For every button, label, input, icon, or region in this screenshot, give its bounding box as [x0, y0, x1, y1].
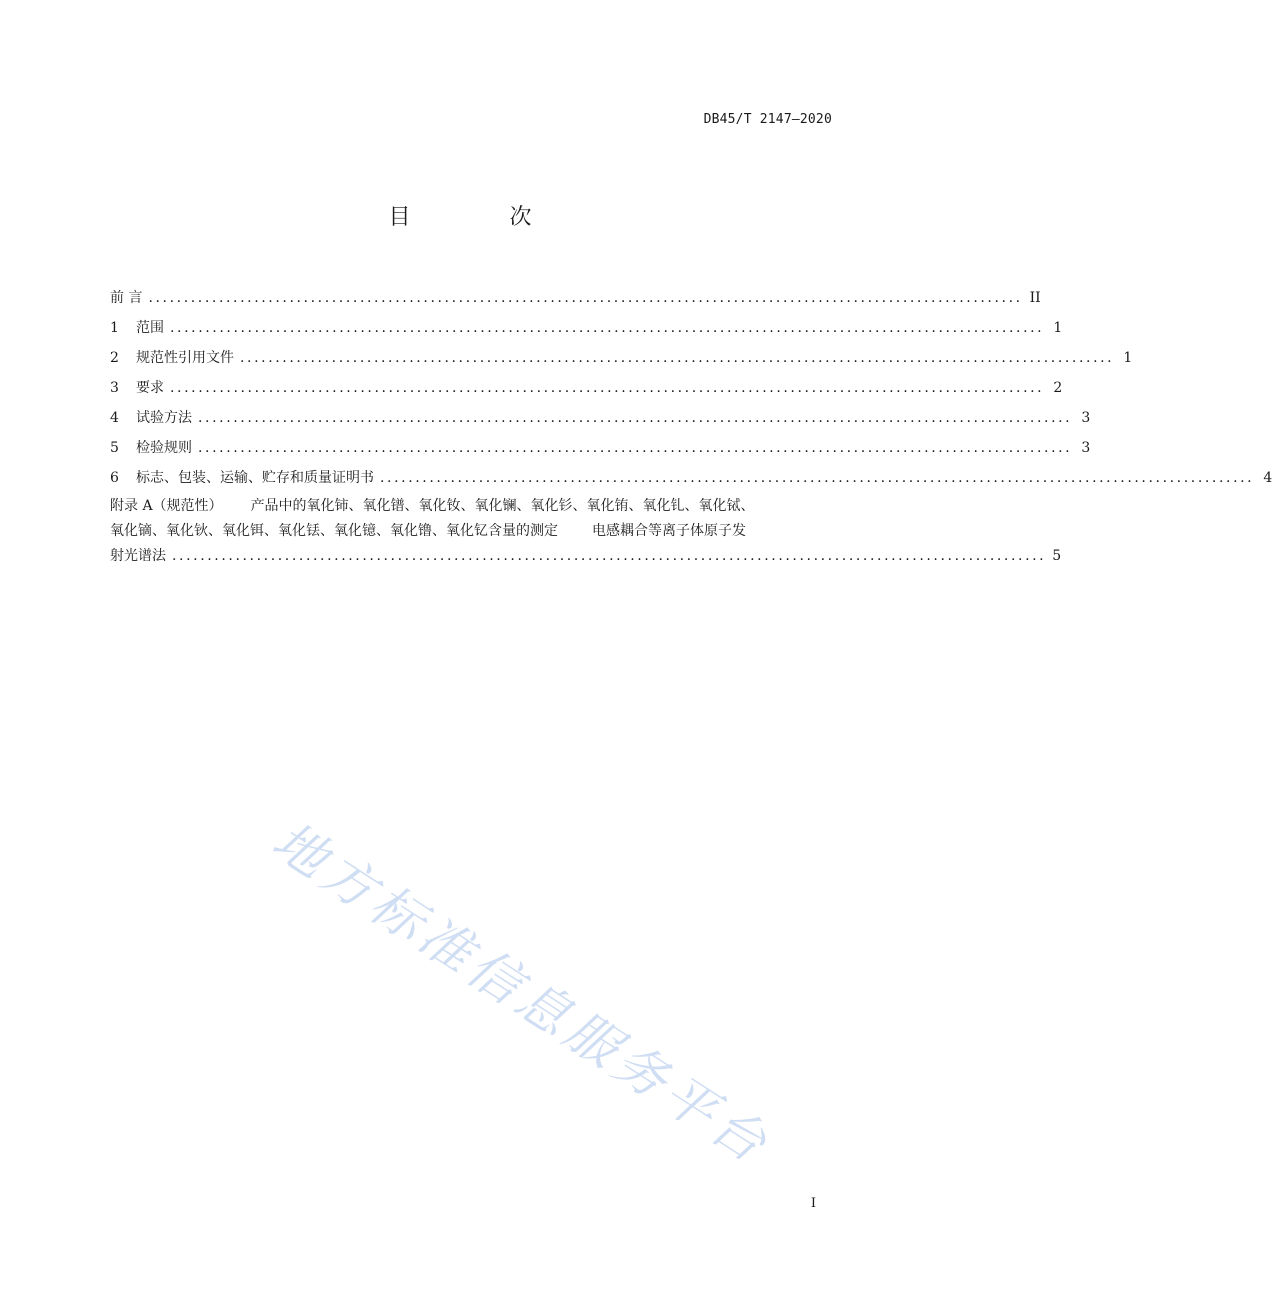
page-number: I [810, 1196, 816, 1211]
annex-line-2 [110, 519, 832, 544]
toc-item-number: 3 [110, 380, 119, 396]
toc-leader-dots: ............................................................................................................................ [170, 320, 1045, 336]
toc-item-number: 1 [110, 320, 119, 336]
toc-item-test-methods[interactable] [110, 398, 1091, 428]
toc-item-label: 标志、包装、运输、贮存和质量证明书 [136, 470, 374, 486]
toc-item-normative-references[interactable] [110, 338, 1133, 368]
annex-title-part: 电感耦合等离子体原子发 [592, 523, 746, 539]
toc-item-label: 要求 [136, 380, 164, 396]
table-of-contents [110, 278, 1272, 569]
toc-item-label: 检验规则 [136, 440, 192, 456]
toc-leader-dots: ............................................................................................................................ [172, 548, 1047, 564]
toc-leader-dots: ............................................................................................................................ [148, 290, 1023, 306]
annex-title-part: 射光谱法 [110, 548, 166, 564]
page-title: 目 次 [388, 205, 578, 230]
toc-item-page: 1 [1123, 350, 1133, 366]
toc-item-page: 3 [1081, 410, 1091, 426]
toc-item-label: 试验方法 [136, 410, 192, 426]
annex-label: 附录 A（规范性） [110, 498, 223, 514]
toc-leader-dots: ............................................................................................................................ [240, 350, 1115, 366]
toc-leader-dots: ............................................................................................................................ [198, 440, 1073, 456]
toc-item-label: 规范性引用文件 [136, 350, 234, 366]
toc-item-number: 5 [110, 440, 119, 456]
toc-item-number: 6 [110, 470, 119, 486]
toc-item-annex-a[interactable] [110, 494, 1062, 569]
toc-leader-dots: ............................................................................................................................ [170, 380, 1045, 396]
toc-item-scope[interactable] [110, 308, 1063, 338]
toc-item-requirements[interactable] [110, 368, 1063, 398]
annex-line-3 [110, 544, 1062, 569]
toc-item-page: II [1029, 290, 1041, 306]
toc-item-page: 5 [1052, 548, 1062, 564]
toc-item-page: 2 [1053, 380, 1063, 396]
toc-item-label: 前 言 [110, 290, 143, 306]
toc-item-label: 范围 [136, 320, 164, 336]
toc-item-number: 4 [110, 410, 119, 426]
toc-item-foreword[interactable] [110, 278, 1041, 308]
annex-title-part: 产品中的氧化铈、氧化镨、氧化钕、氧化镧、氧化钐、氧化铕、氧化钆、氧化铽、 [250, 498, 755, 514]
toc-leader-dots: ............................................................................................................................ [380, 470, 1255, 486]
toc-item-marking-packaging[interactable] [110, 458, 1272, 488]
toc-leader-dots: ............................................................................................................................ [198, 410, 1073, 426]
watermark: 地方标准信息服务平台 [261, 810, 781, 1178]
toc-item-inspection-rules[interactable] [110, 428, 1091, 458]
toc-item-page: 3 [1081, 440, 1091, 456]
annex-line-1 [110, 494, 832, 519]
annex-title-part: 氧化镝、氧化钬、氧化铒、氧化铥、氧化镱、氧化镥、氧化钇含量的测定 [110, 523, 558, 539]
toc-item-page: 1 [1053, 320, 1063, 336]
toc-item-page: 4 [1263, 470, 1272, 486]
standard-code: DB45/T 2147—2020 [703, 112, 832, 127]
toc-item-number: 2 [110, 350, 119, 366]
